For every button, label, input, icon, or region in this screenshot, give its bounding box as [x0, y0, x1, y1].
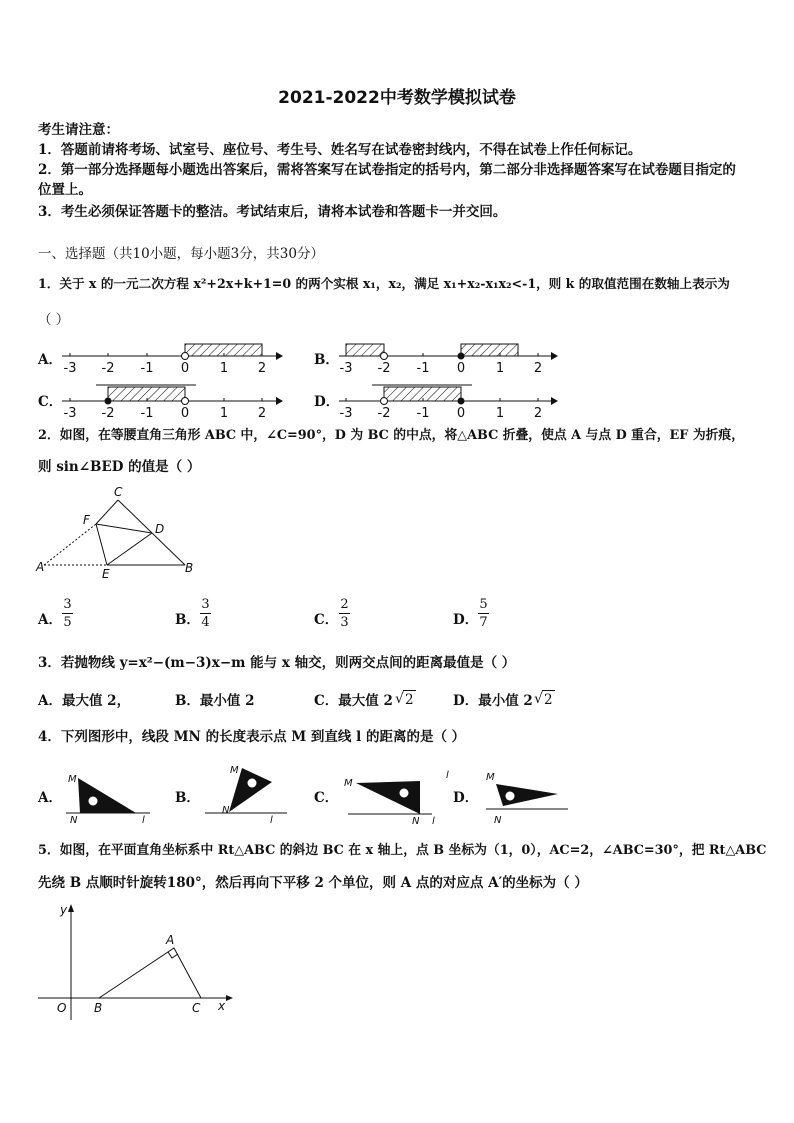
label-l: l: [432, 816, 435, 827]
question-2-stem: 2．如图，在等腰直角三角形 ABC 中，∠C=90°，D 为 BC 的中点，将△ABC 折叠，使点 A 与点 D 重合，EF 为折痕，: [38, 428, 745, 443]
label-b: B: [185, 561, 194, 575]
tick-label: -3: [63, 406, 77, 421]
notice-item: 2．第一部分选择题每小题选出答案后，需将答案写在试卷指定的括号内，第二部分非选择题答案写在试卷题目指定的: [38, 162, 736, 178]
number-line-b: [339, 344, 558, 360]
notice-item: 1．答题前请将考场、试室号、座位号、考生号、姓名写在试卷密封线内，不得在试卷上作任何标记。: [38, 142, 642, 158]
tick-label: 2: [533, 361, 543, 376]
tick-label: 2: [257, 361, 267, 376]
q4-option-d-label: D．: [453, 790, 479, 806]
tick-label: -1: [140, 361, 154, 376]
q2-option-a-fraction: 3 5: [63, 597, 72, 630]
q4-figure-a: [66, 774, 150, 826]
label-l: l: [142, 815, 145, 826]
label-l: l: [270, 815, 273, 826]
question-4-stem: 4．下列图形中，线段 MN 的长度表示点 M 到直线 l 的距离的是（ ）: [38, 729, 466, 745]
label-x: x: [218, 999, 226, 1013]
q4-figures: [0, 760, 794, 830]
label-n: N: [70, 815, 78, 826]
notice-item: 3．考生必须保证答题卡的整洁。考试结束后，请将本试卷和答题卡一并交回。: [38, 204, 507, 220]
label-o: O: [57, 1001, 67, 1015]
q2-triangle-figure: [30, 482, 210, 582]
label-b: B: [94, 1001, 103, 1015]
sqrt-icon: √: [534, 691, 543, 707]
q4-figure-b: [205, 765, 287, 826]
label-e: E: [102, 567, 110, 581]
tick-label: 0: [180, 406, 190, 421]
q5-coordinate-figure: [30, 898, 240, 1028]
q2-option-c: C．: [314, 612, 339, 628]
q3-option-c: C．最大值 2: [314, 693, 393, 709]
q2-option-c-fraction: 2 3: [340, 597, 349, 630]
question-1-stem: 1．关于 x 的一元二次方程 x²+2x+k+1=0 的两个实根 x₁，x₂，满足 x₁+x₂-x₁x₂<-1，则 k 的取值范围在数轴上表示为: [38, 276, 730, 291]
q2-option-a: A．: [38, 612, 62, 628]
tick-label: -1: [140, 406, 154, 421]
label-f: F: [83, 513, 90, 527]
notice-heading: 考生请注意：: [38, 122, 119, 138]
tick-label: -3: [339, 406, 353, 421]
question-5-stem-2: 先绕 B 点顺时针旋转180°，然后再向下平移 2 个单位，则 A 点的对应点 A′的坐标为（ ）: [38, 875, 588, 891]
label-a: A: [36, 560, 45, 574]
tick-label: -3: [339, 361, 353, 376]
label-m: M: [230, 765, 239, 776]
label-m: M: [68, 774, 77, 785]
label-a: A: [166, 933, 175, 947]
number-line-a: [62, 344, 283, 360]
section-heading: 一、选择题（共10小题，每小题3分，共30分）: [38, 246, 324, 262]
label-n: N: [222, 805, 230, 816]
q3-option-a: A．最大值 2，: [38, 693, 131, 709]
sqrt-icon: √: [395, 691, 404, 707]
question-1-paren: （ ）: [38, 312, 70, 328]
tick-label: 1: [219, 361, 229, 376]
number-line-d: [339, 385, 558, 405]
tick-label: 0: [456, 361, 466, 376]
number-line-c: [62, 385, 283, 405]
q4-option-c-label: C．: [314, 790, 339, 806]
label-n: N: [494, 815, 502, 826]
q3-option-b: B．最小值 2: [175, 693, 255, 709]
q3-option-d-radicand: 2: [544, 692, 553, 708]
page-title: 2021-2022中考数学模拟试卷: [278, 88, 516, 108]
label-m: M: [486, 772, 495, 783]
q1-option-a-label: A．: [38, 352, 62, 368]
q3-option-c-radicand: 2: [405, 692, 414, 708]
tick-label: -2: [377, 406, 391, 421]
q2-option-b: B．: [175, 612, 200, 628]
q1-option-d-label: D．: [314, 394, 340, 410]
q1-option-b-label: B．: [314, 352, 339, 368]
q4-figure-c: [344, 770, 449, 827]
tick-label: 2: [257, 406, 267, 421]
label-l: l: [446, 770, 449, 781]
tick-label: -1: [416, 361, 430, 376]
label-y: y: [60, 903, 68, 917]
tick-label: 0: [180, 361, 190, 376]
q1-number-lines: [0, 335, 794, 430]
notice-item: 位置上。: [38, 182, 92, 198]
label-d: D: [155, 522, 165, 536]
label-c: C: [192, 1001, 201, 1015]
question-5-stem: 5．如图，在平面直角坐标系中 Rt△ABC 的斜边 BC 在 x 轴上，点 B 坐标为（1，0），AC=2，∠ABC=30°，把 Rt△ABC: [38, 843, 767, 858]
q1-option-c-label: C．: [38, 394, 63, 410]
tick-label: 2: [533, 406, 543, 421]
q4-figure-d: [486, 772, 568, 826]
tick-label: 1: [495, 361, 505, 376]
q4-option-b-label: B．: [175, 790, 200, 806]
q3-option-d: D．最小值 2: [453, 693, 533, 709]
label-m: M: [344, 778, 353, 789]
question-2-stem-2: 则 sin∠BED 的值是（ ）: [38, 459, 201, 475]
question-3-stem: 3．若抛物线 y=x²−(m−3)x−m 能与 x 轴交，则两交点间的距离最值是（ ）: [38, 655, 516, 671]
tick-label: -2: [101, 361, 115, 376]
tick-label: -2: [377, 361, 391, 376]
q2-option-b-fraction: 3 4: [201, 597, 210, 630]
tick-label: -3: [63, 361, 77, 376]
tick-label: -2: [101, 406, 115, 421]
label-n: N: [412, 816, 420, 827]
q4-option-a-label: A．: [38, 790, 62, 806]
tick-label: 0: [456, 406, 466, 421]
q2-option-d-fraction: 5 7: [479, 597, 488, 630]
tick-label: 1: [219, 406, 229, 421]
q2-option-d: D．: [453, 612, 479, 628]
tick-label: -1: [416, 406, 430, 421]
tick-label: 1: [495, 406, 505, 421]
label-c: C: [114, 485, 123, 499]
